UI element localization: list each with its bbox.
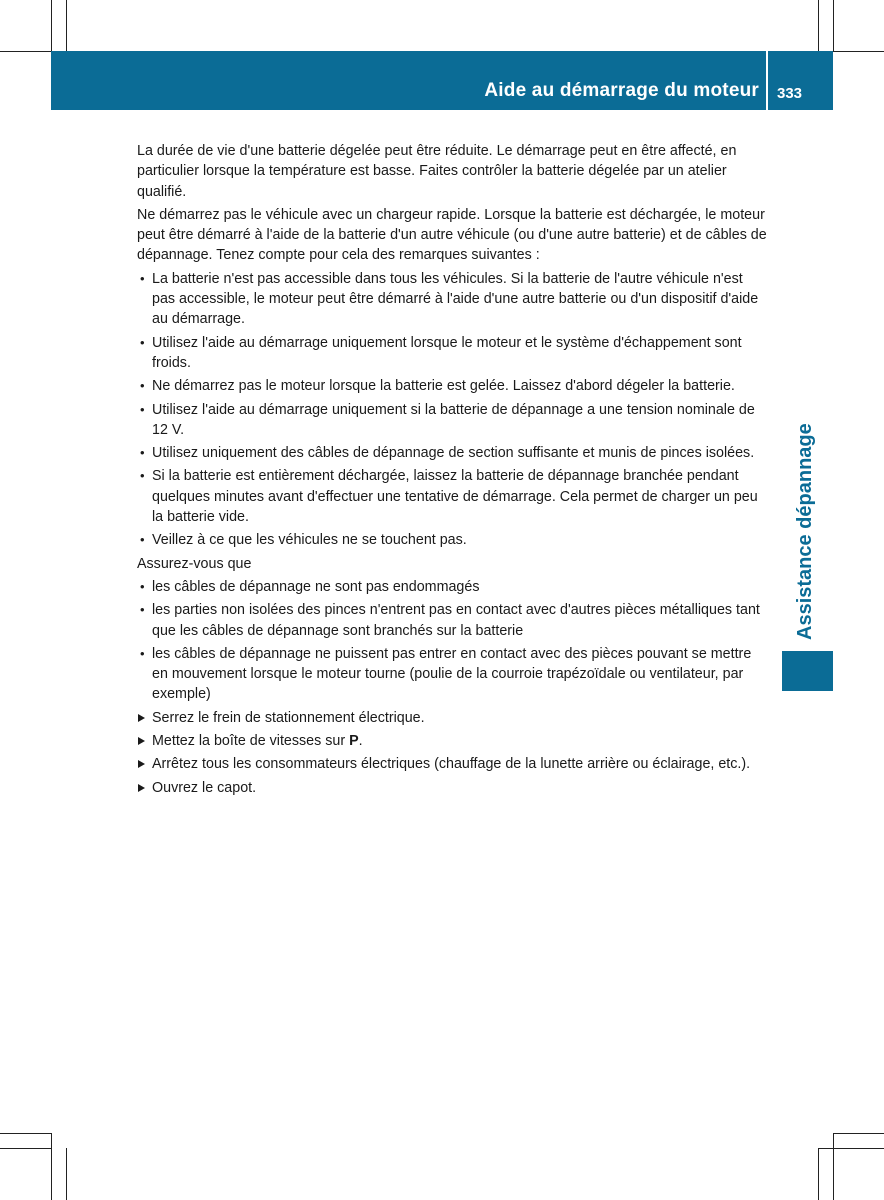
- ensure-list: [137, 577, 769, 705]
- step-item: Serrez le frein de stationnement électrique.: [137, 708, 769, 728]
- page-number: 333: [777, 85, 803, 102]
- list-item: • Utilisez l'aide au démarrage uniquement lorsque le moteur et le système d'échappement sont froids.: [137, 333, 769, 374]
- section-title: Aide au démarrage du moteur: [484, 80, 759, 101]
- crop-mark: [0, 51, 51, 52]
- step-text: .: [358, 733, 363, 750]
- list-item: • La batterie n'est pas accessible dans tous les véhicules. Si la batterie de l'autre véhicule n'est pas accessible, le moteur peut être démarré à l'aide d'une autre batterie ou d'un dispositif d'aide au démarrage.: [137, 269, 769, 330]
- step-item: Arrêtez tous les consommateurs électriques (chauffage de la lunette arrière ou éclairage, etc.).: [137, 754, 769, 774]
- list-item: • Veillez à ce que les véhicules ne se touchent pas.: [137, 530, 769, 550]
- step-text: Mettez la boîte de vitesses sur: [152, 733, 350, 750]
- intro-paragraph: La durée de vie d'une batterie dégelée peut être réduite. Le démarrage peut en être affecté, en particulier lorsque la température est basse. Faites contrôler la batterie dégelée par un atelier qualifié.: [137, 143, 737, 200]
- crop-mark: [818, 0, 819, 51]
- remarks-list: [137, 269, 769, 551]
- ensure-heading: Assurez-vous que: [137, 555, 252, 572]
- crop-mark: [818, 1148, 884, 1149]
- side-tab-label: Assistance dépannage: [794, 423, 816, 640]
- steps-list: [137, 708, 769, 798]
- crop-mark: [833, 1133, 834, 1200]
- crop-mark: [818, 1148, 819, 1200]
- crop-mark: [833, 51, 884, 52]
- list-item: • Ne démarrez pas le moteur lorsque la batterie est gelée. Laissez d'abord dégeler la batterie.: [137, 376, 769, 396]
- crop-mark: [0, 1133, 51, 1134]
- list-item: • Utilisez l'aide au démarrage uniquement si la batterie de dépannage a une tension nominale de 12 V.: [137, 400, 769, 441]
- list-item: • Utilisez uniquement des câbles de dépannage de section suffisante et munis de pinces isolées.: [137, 443, 769, 463]
- page-content: [137, 141, 769, 801]
- crop-mark: [833, 1133, 884, 1134]
- gear-position: P: [349, 733, 359, 750]
- crop-mark: [51, 0, 52, 51]
- header-divider: [766, 51, 768, 110]
- crop-mark: [66, 1148, 67, 1200]
- side-tab-marker: [782, 651, 833, 691]
- intro-paragraph: Ne démarrez pas le véhicule avec un chargeur rapide. Lorsque la batterie est déchargée, le moteur peut être démarré à l'aide de la batterie d'un autre véhicule (ou d'une autre batterie) et de câbles de dépannage. Tenez compte pour cela des remarques suivantes :: [137, 206, 767, 264]
- crop-mark: [66, 0, 67, 51]
- crop-mark: [51, 1133, 52, 1200]
- step-item: Ouvrez le capot.: [137, 778, 769, 798]
- list-item: • les câbles de dépannage ne puissent pas entrer en contact avec des pièces pouvant se mettre en mouvement lorsque le moteur tourne (poulie de la courroie trapézoïdale ou ventilateur, par exemple): [137, 644, 769, 705]
- list-item: • les parties non isolées des pinces n'entrent pas en contact avec d'autres pièces métalliques tant que les câbles de dépannage sont branchés sur la batterie: [137, 600, 769, 641]
- list-item: • les câbles de dépannage ne sont pas endommagés: [137, 577, 769, 597]
- step-item: [137, 731, 769, 751]
- crop-mark: [0, 1148, 51, 1149]
- crop-mark: [833, 0, 834, 51]
- list-item: • Si la batterie est entièrement déchargée, laissez la batterie de dépannage branchée pendant quelques minutes avant d'effectuer une tentative de démarrage. Cela permet de charger un peu la batterie vide.: [137, 466, 769, 527]
